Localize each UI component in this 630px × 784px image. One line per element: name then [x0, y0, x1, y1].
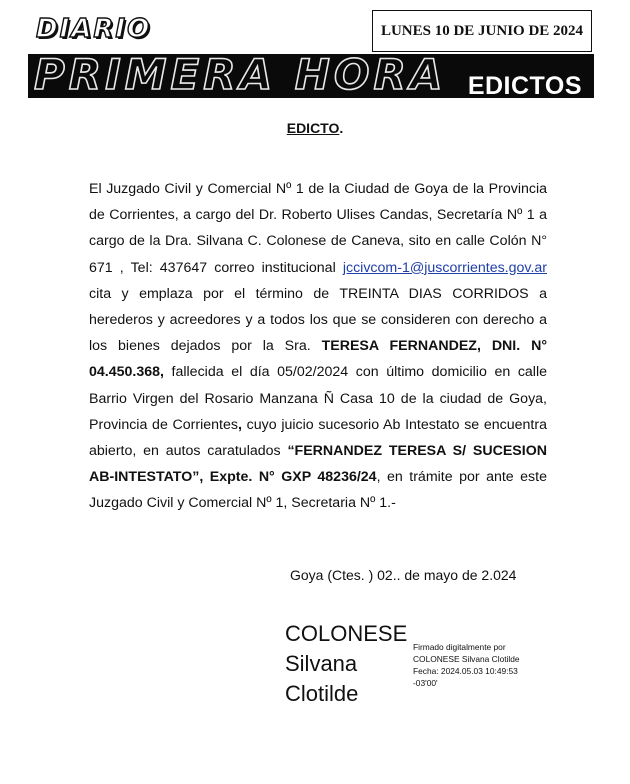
edict-text-part-1: El Juzgado Civil y Comercial Nº 1 de la Ciudad de Goya de la Provincia de Corrientes, a cargo del Dr. Roberto Ulises Candas, Secretaría Nº 1 a cargo de la Dra. Silvana C. Colonese de Caneva, sito en calle Colón N° 671 , Tel: 437647 correo institucional — [89, 181, 547, 276]
case-reference: “FERNANDEZ TERESA S/ SUCESION AB-INTESTATO”, Expte. N° GXP 48236/24 — [89, 443, 547, 486]
stamp-line-3: Fecha: 2024.05.03 10:49:53 — [413, 666, 518, 676]
place-and-date: Goya (Ctes. ) 02.. de mayo de 2.024 — [290, 567, 517, 583]
deceased-identity: TERESA FERNANDEZ, DNI. N° 04.450.368, — [89, 338, 548, 381]
edict-text-part-4: cuyo juicio sucesorio Ab Intestato se encuentra abierto, en autos caratulados — [89, 416, 547, 460]
edict-text-part-5: , en trámite por ante este Juzgado Civil y Comercial Nº 1, Secretaria Nº 1.- — [89, 469, 547, 512]
signature-name — [285, 619, 407, 709]
document-title-suffix: . — [339, 120, 344, 136]
signature-name-line-3: Clotilde — [285, 681, 359, 706]
stamp-line-1: Firmado digitalmente por — [413, 642, 506, 652]
stamp-line-4: -03'00' — [413, 678, 438, 688]
institutional-email-link[interactable]: jccivcom-1@juscorrientes.gov.ar — [342, 259, 547, 276]
signature-name-line-1: COLONESE — [285, 621, 408, 646]
brand-small: DIARIO — [36, 14, 152, 44]
edict-text-part-3: fallecida el día 05/02/2024 con último domicilio en calle Barrio Virgen del Rosario Manzana Ñ Casa 10 de la ciudad de Goya, Provincia de Corrientes — [89, 364, 547, 433]
document-title-text: EDICTO — [286, 120, 340, 136]
digital-signature-stamp — [413, 641, 543, 689]
signature-name-line-2: Silvana — [285, 651, 358, 676]
bold-comma: , — [238, 416, 242, 433]
stamp-line-2: COLONESE Silvana Clotilde — [413, 654, 520, 664]
brand-logo: PRIMERA HORA — [34, 50, 447, 99]
edict-body — [89, 176, 547, 517]
section-label: EDICTOS — [467, 72, 582, 100]
edict-text-part-2: cita y emplaza por el término de TREINTA DIAS CORRIDOS a herederos y acreedores y a todos los que se consideren con derecho a los bienes dejados por la Sra. — [89, 285, 547, 355]
issue-date-box — [372, 10, 592, 52]
issue-date: LUNES 10 DE JUNIO DE 2024 — [380, 22, 584, 39]
masthead — [28, 10, 594, 98]
document-title — [0, 120, 630, 136]
